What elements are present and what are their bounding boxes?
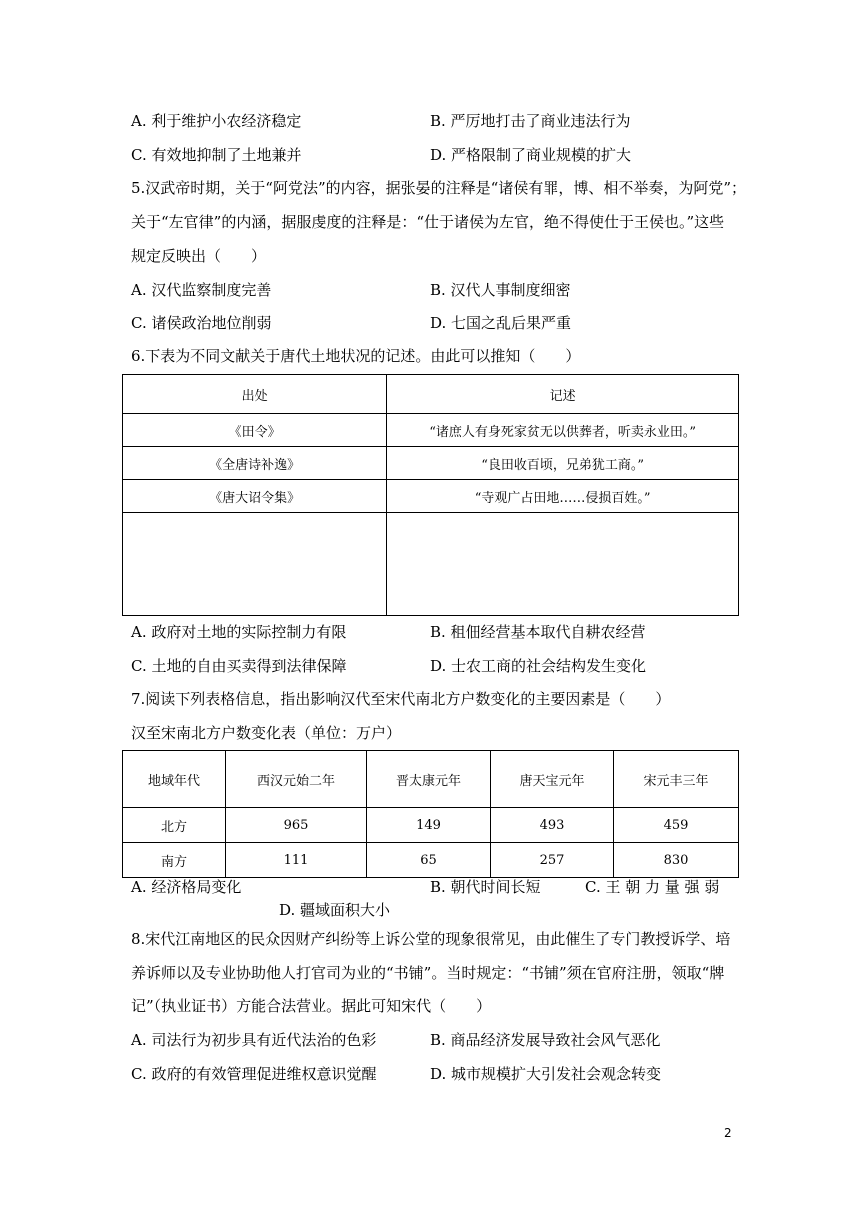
- page-number: 2: [724, 1126, 732, 1140]
- q8-stem-line-1: 8.宋代江南地区的民众因财产纠纷等上诉公堂的现象很常见，由此催生了专门教授诉学、培: [131, 930, 731, 948]
- q8-stem-line-2: 养诉师以及专业协助他人打官司为业的“书铺”。当时规定：“书铺”须在官府注册，领取“牌: [131, 964, 725, 982]
- table-cell: 65: [367, 843, 491, 878]
- q6-option-d: D. 士农工商的社会结构发生变化: [430, 657, 647, 675]
- q7-option-c: C. 王 朝 力 量 强 弱: [585, 878, 720, 896]
- q5-stem-line-1: 5.汉武帝时期，关于“阿党法”的内容，据张晏的注释是“诸侯有罪，博、相不举奏，为阿党”；: [131, 179, 746, 197]
- table-cell: 111: [226, 843, 367, 878]
- table-header-row: [123, 375, 739, 414]
- q7-table: [122, 750, 739, 878]
- header-cell: 地域年代: [123, 751, 226, 808]
- table-cell: “寺观广占田地……侵损百姓。”: [387, 480, 739, 513]
- q5-option-d: D. 七国之乱后果严重: [430, 314, 572, 332]
- q4-option-b: B. 严厉地打击了商业违法行为: [430, 112, 631, 130]
- q5-option-b: B. 汉代人事制度细密: [430, 281, 571, 299]
- header-cell: 宋元丰三年: [614, 751, 739, 808]
- table-cell: 830: [614, 843, 739, 878]
- table-cell: [123, 513, 387, 616]
- q6-stem: 6.下表为不同文献关于唐代土地状况的记述。由此可以推知（ ）: [131, 347, 581, 365]
- table-row: [123, 513, 739, 616]
- table-row: [123, 447, 739, 480]
- q4-option-c: C. 有效地抑制了土地兼并: [131, 146, 302, 164]
- q7-stem: 7.阅读下列表格信息，指出影响汉代至宋代南北方户数变化的主要因素是（ ）: [131, 690, 671, 708]
- header-source: 出处: [123, 375, 387, 414]
- table-cell: 257: [491, 843, 614, 878]
- q7-option-d: D. 疆域面积大小: [279, 901, 391, 919]
- table-header-row: [123, 751, 739, 808]
- table-cell: 南方: [123, 843, 226, 878]
- header-record: 记述: [387, 375, 739, 414]
- q4-option-a: A. 利于维护小农经济稳定: [131, 112, 302, 130]
- table-cell: 493: [491, 808, 614, 843]
- header-cell: 晋太康元年: [367, 751, 491, 808]
- table-cell: “良田收百顷，兄弟犹工商。”: [387, 447, 739, 480]
- table-cell: 149: [367, 808, 491, 843]
- q5-option-a: A. 汉代监察制度完善: [131, 281, 272, 299]
- q7-table-caption: 汉至宋南北方户数变化表（单位：万户）: [131, 724, 402, 742]
- q4-option-d: D. 严格限制了商业规模的扩大: [430, 146, 632, 164]
- q6-option-a: A. 政府对土地的实际控制力有限: [131, 623, 347, 641]
- q6-table: [122, 374, 739, 616]
- q6-option-b: B. 租佃经营基本取代自耕农经营: [430, 623, 646, 641]
- q8-stem-line-3: 记”（执业证书）方能合法营业。据此可知宋代（ ）: [131, 997, 492, 1015]
- table-cell: 《全唐诗补逸》: [123, 447, 387, 480]
- header-cell: 唐天宝元年: [491, 751, 614, 808]
- header-cell: 西汉元始二年: [226, 751, 367, 808]
- table-row: [123, 480, 739, 513]
- q8-option-a: A. 司法行为初步具有近代法治的色彩: [131, 1031, 377, 1049]
- q7-option-a: A. 经济格局变化: [131, 878, 242, 896]
- table-row: [123, 808, 739, 843]
- table-cell: 《田令》: [123, 414, 387, 447]
- q5-stem-line-2: 关于“左官律”的内涵，据服虔度的注释是：“仕于诸侯为左官，绝不得使仕于王侯也。”这些: [131, 213, 725, 231]
- q7-option-b: B. 朝代时间长短: [430, 878, 541, 896]
- table-cell: 北方: [123, 808, 226, 843]
- table-row: [123, 414, 739, 447]
- table-cell: 965: [226, 808, 367, 843]
- table-cell: 459: [614, 808, 739, 843]
- table-cell-multiline: [387, 513, 739, 616]
- table-row: [123, 843, 739, 878]
- q6-option-c: C. 土地的自由买卖得到法律保障: [131, 657, 347, 675]
- q5-option-c: C. 诸侯政治地位削弱: [131, 314, 272, 332]
- table-cell: “诸庶人有身死家贫无以供葬者，听卖永业田。”: [387, 414, 739, 447]
- q8-option-d: D. 城市规模扩大引发社会观念转变: [430, 1065, 662, 1083]
- table-cell: 《唐大诏令集》: [123, 480, 387, 513]
- q5-stem-line-3: 规定反映出（ ）: [131, 247, 267, 265]
- q8-option-c: C. 政府的有效管理促进维权意识觉醒: [131, 1065, 377, 1083]
- q8-option-b: B. 商品经济发展导致社会风气恶化: [430, 1031, 661, 1049]
